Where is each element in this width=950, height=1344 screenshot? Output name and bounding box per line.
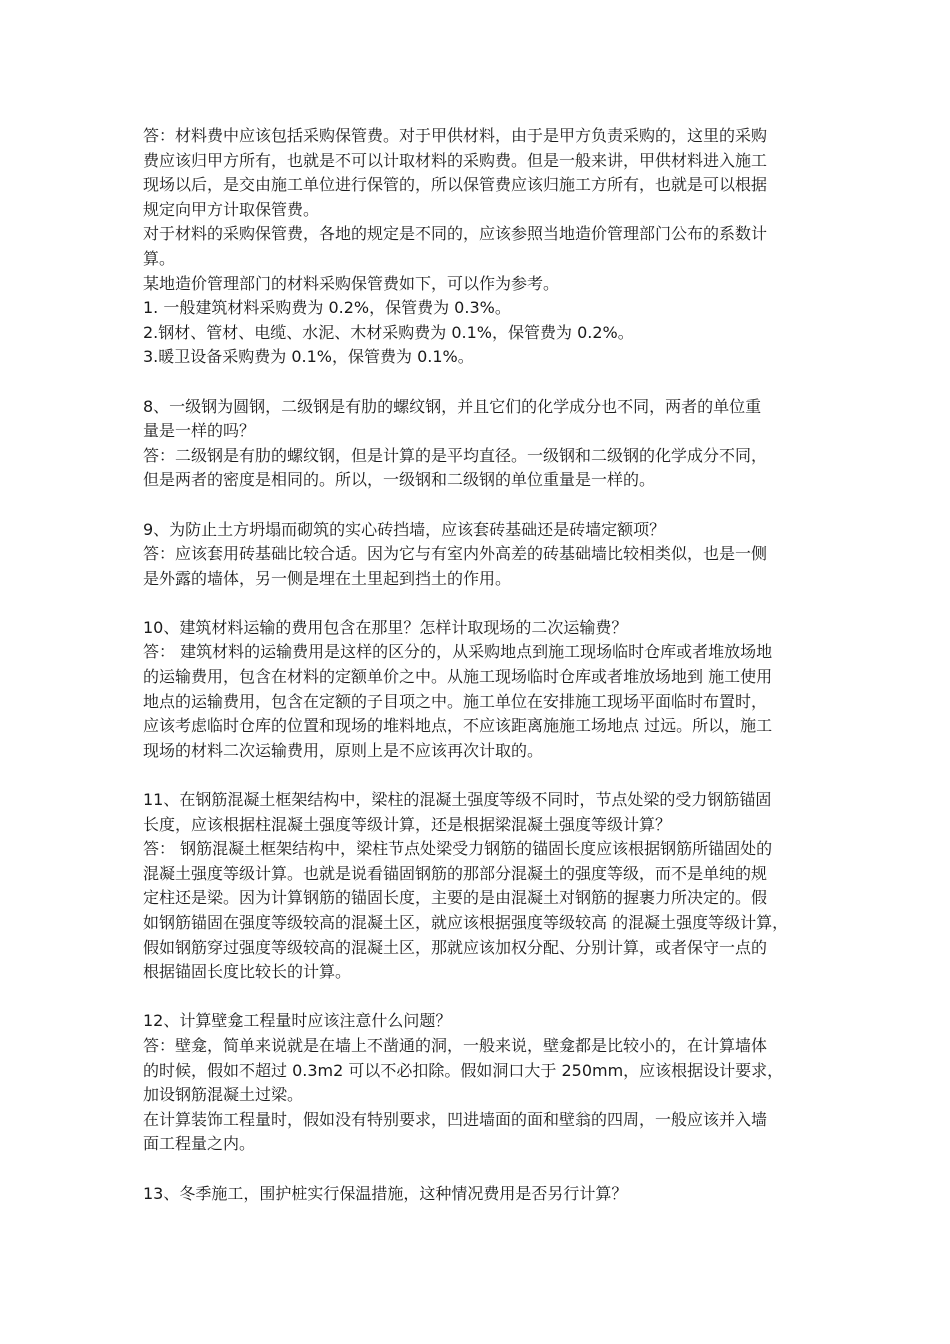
text-line: 面工程量之内。 [143, 1134, 256, 1154]
paragraph-gap [143, 591, 815, 616]
text-line: 现场以后，是交由施工单位进行保管的，所以保管费应该归施工方所有，也就是可以根据 [143, 175, 768, 195]
text-line: 量是一样的吗？ [143, 421, 256, 441]
document-body [143, 124, 815, 1206]
qa-9-retaining-wall [143, 518, 815, 592]
text-line: 混凝土强度等级计算。也就是说看锚固钢筋的那部分混凝土的强度等级，而不是单纯的规 [143, 863, 768, 883]
text-line: 13、冬季施工，围护桩实行保温措施，这种情况费用是否另行计算？ [143, 1183, 628, 1203]
text-line: 10、建筑材料运输的费用包含在那里？怎样计取现场的二次运输费？ [143, 617, 628, 637]
text-line: 9、为防止土方坍塌而砌筑的实心砖挡墙，应该套砖基础还是砖墙定额项？ [143, 519, 666, 539]
qa-12-wall-niche [143, 1009, 815, 1157]
text-line: 算。 [143, 248, 176, 268]
text-line: 答： 建筑材料的运输费用是这样的区分的，从采购地点到施工现场临时仓库或者堆放场地 [143, 642, 773, 662]
text-line: 3.暖卫设备采购费为 0.1%，保管费为 0.1%。 [143, 347, 474, 367]
text-line: 根据锚固长度比较长的计算。 [143, 962, 352, 982]
text-line: 是外露的墙体，另一侧是埋在土里起到挡土的作用。 [143, 568, 512, 588]
paragraph-gap [143, 493, 815, 518]
qa-10-transport-cost [143, 616, 815, 764]
text-line: 地点的运输费用，包含在定额的子目项之中。施工单位在安排施工现场平面临时布置时， [143, 691, 768, 711]
text-line: 某地造价管理部门的材料采购保管费如下，可以作为参考。 [143, 273, 560, 293]
text-line: 费应该归甲方所有，也就是不可以计取材料的采购费。但是一般来讲，甲供材料进入施工 [143, 150, 768, 170]
text-line: 8、一级钢为圆钢，二级钢是有肋的螺纹钢，并且它们的化学成分也不同，两者的单位重 [143, 396, 762, 416]
qa-8-steel-weight [143, 395, 815, 493]
text-line: 加设钢筋混凝土过梁。 [143, 1085, 304, 1105]
text-line: 对于材料的采购保管费，各地的规定是不同的，应该参照当地造价管理部门公布的系数计 [143, 224, 768, 244]
text-line: 假如钢筋穿过强度等级较高的混凝土区，那就应该加权分配、分别计算，或者保守一点的 [143, 937, 768, 957]
text-line: 长度，应该根据柱混凝土强度等级计算，还是根据梁混凝土强度等级计算？ [143, 814, 672, 834]
text-line: 的运输费用，包含在材料的定额单价之中。从施工现场临时仓库或者堆放场地到 施工使用 [143, 667, 773, 687]
qa-13-winter-construction [143, 1182, 815, 1207]
text-line: 在计算装饰工程量时，假如没有特别要求，凹进墙面的面和壁翁的四周，一般应该并入墙 [143, 1109, 768, 1129]
text-line: 1. 一般建筑材料采购费为 0.2%，保管费为 0.3%。 [143, 298, 511, 318]
text-line: 但是两者的密度是相同的。所以，一级钢和二级钢的单位重量是一样的。 [143, 470, 656, 490]
text-line: 答：壁龛，简单来说就是在墙上不凿通的洞，一般来说，壁龛都是比较小的，在计算墙体 [143, 1035, 768, 1055]
text-line: 2.钢材、管材、电缆、水泥、木材采购费为 0.1%，保管费为 0.2%。 [143, 322, 634, 342]
text-line: 答：材料费中应该包括采购保管费。对于甲供材料，由于是甲方负责采购的，这里的采购 [143, 126, 768, 145]
text-line: 的时候，假如不超过 0.3m2 可以不必扣除。假如洞口大于 250mm，应该根据设计要求， [143, 1060, 784, 1080]
text-line: 如钢筋锚固在强度等级较高的混凝土区，就应该根据强度等级较高 的混凝土强度等级计算， [143, 913, 789, 932]
text-line: 答：二级钢是有肋的螺纹钢，但是计算的是平均直径。一级钢和二级钢的化学成分不同， [143, 445, 768, 465]
text-line: 定柱还是梁。因为计算钢筋的锚固长度，主要的是由混凝土对钢筋的握裹力所决定的。假 [143, 888, 768, 908]
paragraph-gap [143, 985, 815, 1010]
text-line: 12、计算壁龛工程量时应该注意什么问题？ [143, 1011, 452, 1031]
text-line: 答： 钢筋混凝土框架结构中，梁柱节点处梁受力钢筋的锚固长度应该根据钢筋所锚固处的 [143, 839, 773, 859]
text-line: 11、在钢筋混凝土框架结构中，梁柱的混凝土强度等级不同时，节点处梁的受力钢筋锚固 [143, 790, 772, 810]
paragraph-gap [143, 370, 815, 395]
paragraph-gap [143, 763, 815, 788]
paragraph-gap [143, 1157, 815, 1182]
answer-material-purchase-storage [143, 124, 815, 370]
text-line: 规定向甲方计取保管费。 [143, 199, 320, 219]
qa-11-anchorage-length [143, 788, 815, 985]
text-line: 现场的材料二次运输费用，原则上是不应该再次计取的。 [143, 740, 544, 760]
text-line: 应该考虑临时仓库的位置和现场的堆料地点，不应该距离施施工场地点 过远。所以，施工 [143, 716, 773, 736]
text-line: 答：应该套用砖基础比较合适。因为它与有室内外高差的砖基础墙比较相类似，也是一侧 [143, 544, 768, 564]
